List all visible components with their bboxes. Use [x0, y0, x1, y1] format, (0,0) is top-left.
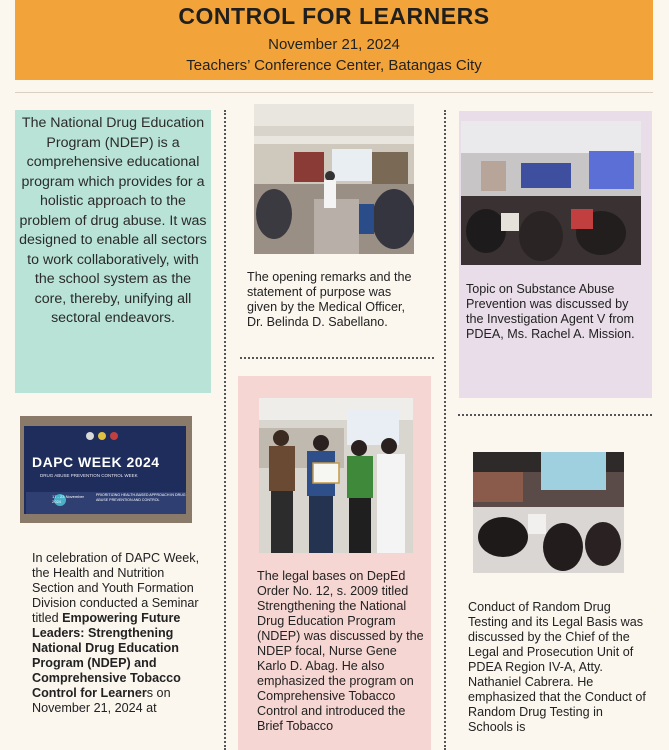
celebration-part2: s on November 21, 2024 at: [32, 686, 171, 715]
celebration-bold-title: mpowering Future Leaders: Strengthening National Drug Education Program (NDEP) and Comprehensive Tobacco Control for Learner: [32, 611, 181, 700]
banner-dates: 17 - 23 November 2024: [52, 494, 85, 504]
caption-opening: The opening remarks and the statement of purpose was given by the Medical Officer, Dr. Belinda D. Sabellano.: [247, 270, 412, 329]
caption-legal: The legal bases on DepEd Order No. 12, s. 2009 titled Strengthening the National Drug Education Program (NDEP) was discussed by the NDEP focal, Nurse Gene Karlo D. Abag. He also emphasized the program on Comprehensive Tobacco Control and introduced the Brief Tobacco: [257, 569, 424, 733]
banner-subtitle: DRUG ABUSE PREVENTION CONTROL WEEK: [40, 473, 138, 478]
header-divider: [15, 92, 653, 93]
banner-title: DAPC WEEK 2024: [32, 454, 160, 470]
event-date: November 21, 2024: [268, 36, 400, 53]
header-banner: [15, 0, 653, 80]
right-divider: [458, 414, 652, 416]
intro-box: [15, 110, 211, 393]
middle-divider: [240, 357, 434, 359]
intro-text: The National Drug Education Program (NDEP) is a comprehensive educational program which provides for a holistic approach to the problem of drug abuse. It was designed to enable all sectors to work collaboratively, with the school system as the core, thereby, unifying all sectoral endeavors.: [19, 115, 207, 326]
photo-legal-bases: [259, 398, 413, 553]
caption-random: Conduct of Random Drug Testing and its Legal Basis was discussed by the Chief of the Legal and Prosecution Unit of PDEA Region IV-A, Atty. Nathaniel Cabrera. He emphasized that the Conduct of Random Drug Testing in Schools is: [468, 600, 646, 734]
celebration-text: [32, 551, 202, 716]
column-divider-right: [444, 110, 446, 750]
celebration-part1: In celebration of DAPC Week, the Health and Nutrition Section and Youth Formation Division conducted a Seminar titled: [32, 551, 200, 625]
event-venue: Teachers’ Conference Center, Batangas City: [186, 57, 482, 74]
celebration-bold-first: E: [62, 611, 71, 625]
photo-substance-abuse: [461, 121, 641, 265]
photo-random-drug-testing: [473, 452, 624, 573]
column-divider-left: [224, 110, 226, 750]
page-title: CONTROL FOR LEARNERS: [178, 3, 490, 29]
photo-opening-remarks: [254, 104, 414, 254]
caption-substance: Topic on Substance Abuse Prevention was discussed by the Investigation Agent V from PDEA, Ms. Rachel A. Mission.: [466, 282, 635, 341]
banner-theme: PRIORITIZING HEALTH-BASED APPROACH IN DRUG ABUSE PREVENTION AND CONTROL: [96, 493, 186, 502]
